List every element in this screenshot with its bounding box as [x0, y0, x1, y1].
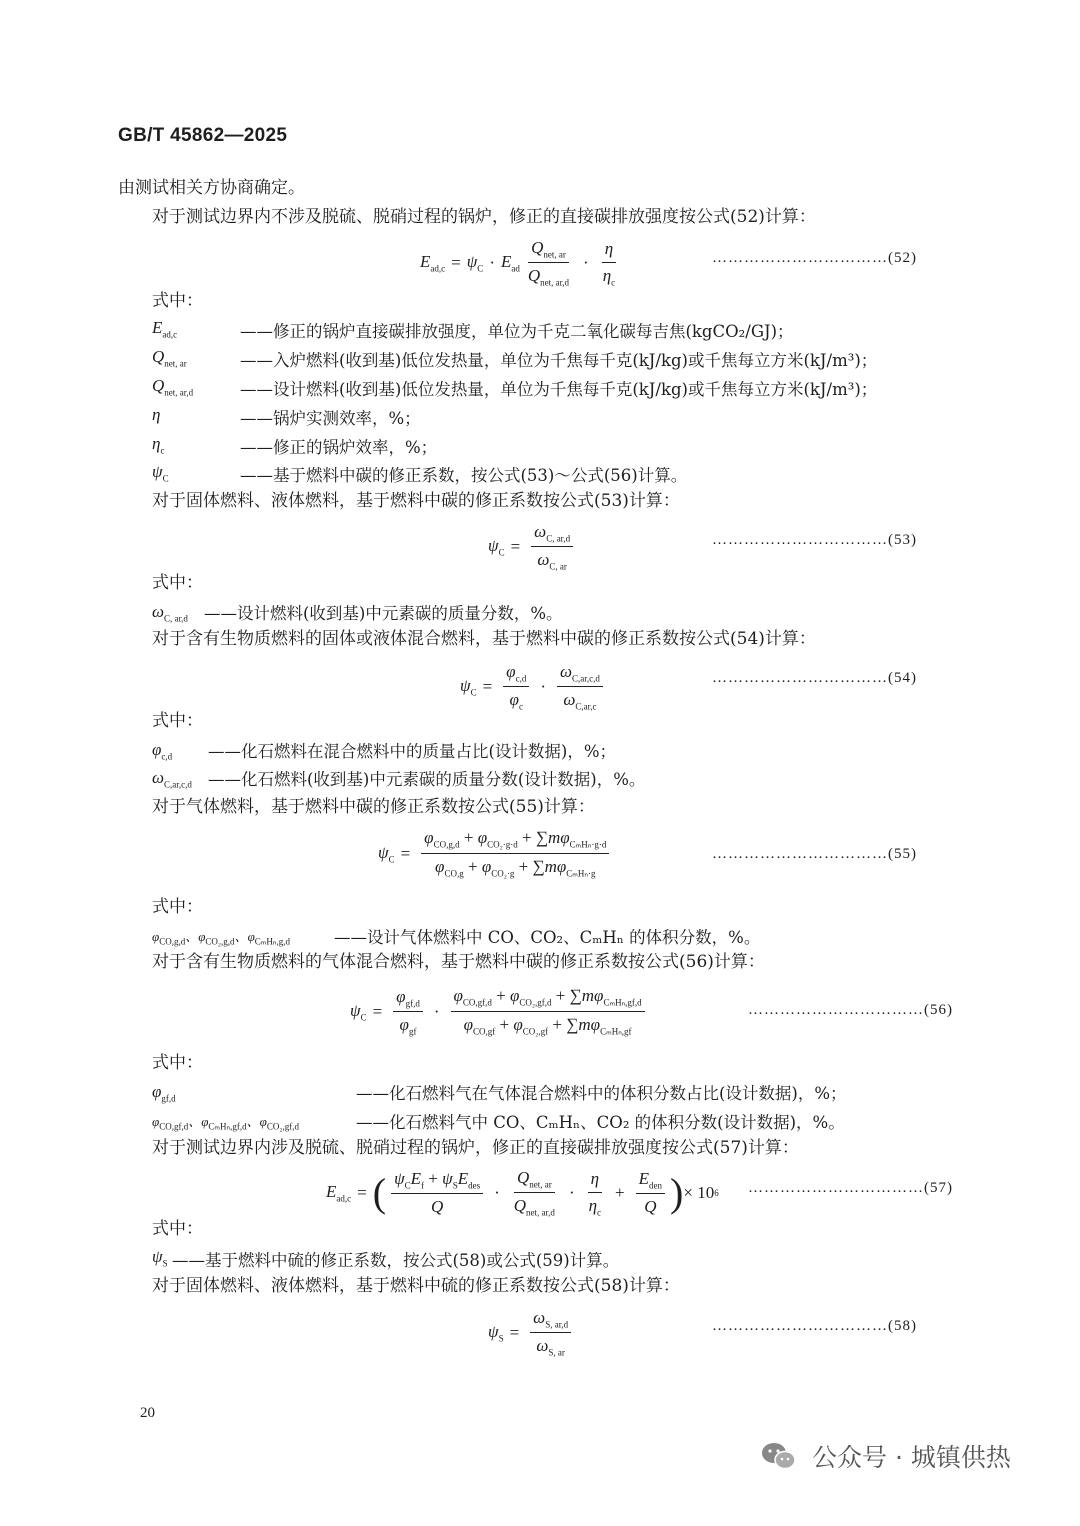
equation-53: $\psi_C$ = $\frac{\omega_{C, ar,d}}{\omega_{C, ar}}$ [488, 522, 578, 572]
definition: ——化石燃料气中 CO、CₘHₙ、CO₂ 的体积分数(设计数据)，%。 [356, 1113, 845, 1132]
definition: ——修正的锅炉直接碳排放强度，单位为千克二氧化碳每吉焦(kgCO₂/GJ)； [240, 322, 794, 341]
paragraph: 对于固体燃料、液体燃料，基于燃料中碳的修正系数按公式(53)计算： [152, 491, 680, 511]
definition: ——锅炉实测效率，%； [240, 409, 421, 428]
symbol: $Q_{net, ar,d}$ [152, 376, 194, 398]
where-label: 式中： [152, 291, 203, 311]
where-label: 式中： [152, 1219, 203, 1239]
symbol: $Q_{net, ar}$ [152, 347, 187, 369]
standard-code: GB/T 45862—2025 [118, 125, 288, 146]
symbol: $\eta_c$ [152, 434, 165, 456]
equation-54: $\psi_C$ = $\frac{\varphi_{c,d}}{\varphi_c}$ · $\frac{\omega_{C,ar,c,d}}{\omega_{C,ar,c}}$ [460, 662, 608, 712]
definition: ——设计气体燃料中 CO、CO₂、CₘHₙ 的体积分数，%。 [334, 928, 761, 947]
equation-number: ……………………………(54) [712, 670, 917, 686]
definition: ——化石燃料在混合燃料中的质量占比(设计数据)，%； [208, 742, 617, 761]
symbol: $\psi_S$ [152, 1247, 168, 1269]
symbol: $\omega_{C,ar,c,d}$ [152, 768, 192, 790]
wechat-icon [760, 1441, 798, 1471]
where-label: 式中： [152, 711, 203, 731]
where-label: 式中： [152, 573, 203, 593]
equation-number: ……………………………(56) [748, 1002, 953, 1018]
equation-56: $\psi_C$ = $\frac{\varphi_{gf,d}}{\varphi_{gf}}$ · $\frac{\varphi_{CO,gf,d} + \varphi_{CO_2,gf,d} + \sum m\varphi_{C_mH_n,gf,d}}{\varphi_{CO,gf} + \varphi_{CO_2,gf} + \sum m\varphi_{C_mH_n,gf}}$ [350, 986, 650, 1038]
page-number: 20 [140, 1405, 155, 1421]
symbol: $E_{ad,c}$ [152, 318, 178, 340]
symbol: $\varphi_{c,d}$ [152, 740, 173, 762]
definition: ——设计燃料(收到基)中元素碳的质量分数，%。 [204, 604, 563, 623]
equation-number: ……………………………(53) [712, 532, 917, 548]
symbol: $\omega_{C, ar,d}$ [152, 602, 188, 624]
paragraph: 对于测试边界内不涉及脱硫、脱硝过程的锅炉，修正的直接碳排放强度按公式(52)计算： [152, 207, 816, 227]
symbol: $\varphi_{gf,d}$ [152, 1082, 176, 1104]
symbol: η [152, 405, 161, 424]
watermark-text: 公众号 · 城镇供热 [812, 1443, 1011, 1472]
definition: ——基于燃料中硫的修正系数，按公式(58)或公式(59)计算。 [172, 1251, 620, 1270]
symbol: $\psi_C$ [152, 462, 169, 484]
paragraph: 由测试相关方协商确定。 [118, 178, 305, 198]
equation-number: ……………………………(52) [712, 250, 917, 266]
watermark [760, 1438, 1011, 1474]
definition: ——入炉燃料(收到基)低位发热量，单位为千焦每千克(kJ/kg)或千焦每立方米(kJ/m³)； [240, 351, 878, 370]
definition: ——化石燃料气在气体混合燃料中的体积分数占比(设计数据)，%； [356, 1084, 847, 1103]
definition: ——基于燃料中碳的修正系数，按公式(53)～公式(56)计算。 [240, 466, 688, 485]
paragraph: 对于含有生物质燃料的气体混合燃料，基于燃料中碳的修正系数按公式(56)计算： [152, 952, 765, 972]
paragraph: 对于气体燃料，基于燃料中碳的修正系数按公式(55)计算： [152, 797, 595, 817]
where-label: 式中： [152, 1053, 203, 1073]
paragraph: 对于测试边界内涉及脱硫、脱硝过程的锅炉，修正的直接碳排放强度按公式(57)计算： [152, 1138, 799, 1158]
definition: ——修正的锅炉效率，%； [240, 438, 438, 457]
paragraph: 对于固体燃料、液体燃料，基于燃料中硫的修正系数按公式(58)计算： [152, 1276, 680, 1296]
equation-55: $\psi_C$ = $\frac{\varphi_{CO,g,d} + \varphi_{CO_2\cdot g\cdot d} + \sum m\varphi_{C_mH_n\cdot g\cdot d}}{\varphi_{CO,g} + \varphi_{CO_2\cdot g} + \sum m\varphi_{C_mH_n\cdot g}}$ [378, 828, 614, 880]
symbol: $\varphi_{CO,g,d}$、$\varphi_{CO_2,g,d}$、$\varphi_{C_mH_n,g,d}$ [152, 929, 290, 947]
equation-57: $E_{ad,c}$ = ( $\frac{\psi_CE_f + \psi_SE_{des}}{Q}$ · $\frac{Q_{net, ar}}{Q_{net, ar,d}}$ · $\frac{\eta}{\eta_c}$ + $\frac{E_{den}}{Q}$ ) × 10 6 [326, 1168, 719, 1218]
equation-number: ……………………………(57) [748, 1180, 953, 1196]
equation-number: ……………………………(55) [712, 846, 917, 862]
paragraph: 对于含有生物质燃料的固体或液体混合燃料，基于燃料中碳的修正系数按公式(54)计算： [152, 629, 816, 649]
equation-number: ……………………………(58) [712, 1318, 917, 1334]
equation-58: $\psi_S$ = $\frac{\omega_{S, ar,d}}{\omega_{S, ar}}$ [488, 1308, 576, 1358]
equation-52: $E_{ad,c}$ = $\psi_C$ · $E_{ad}$ $\frac{Q_{net, ar}}{Q_{net, ar,d}}$ · $\frac{\eta}{\eta_c}$ [420, 238, 616, 288]
symbol: $\varphi_{CO,gf,d}$、$\varphi_{C_mH_n,gf,d}$、$\varphi_{CO_2,gf,d}$ [152, 1114, 299, 1132]
definition: ——设计燃料(收到基)低位发热量，单位为千焦每千克(kJ/kg)或千焦每立方米(kJ/m³)； [240, 380, 878, 399]
definition: ——化石燃料(收到基)中元素碳的质量分数(设计数据)，%。 [208, 770, 646, 789]
where-label: 式中： [152, 897, 203, 917]
